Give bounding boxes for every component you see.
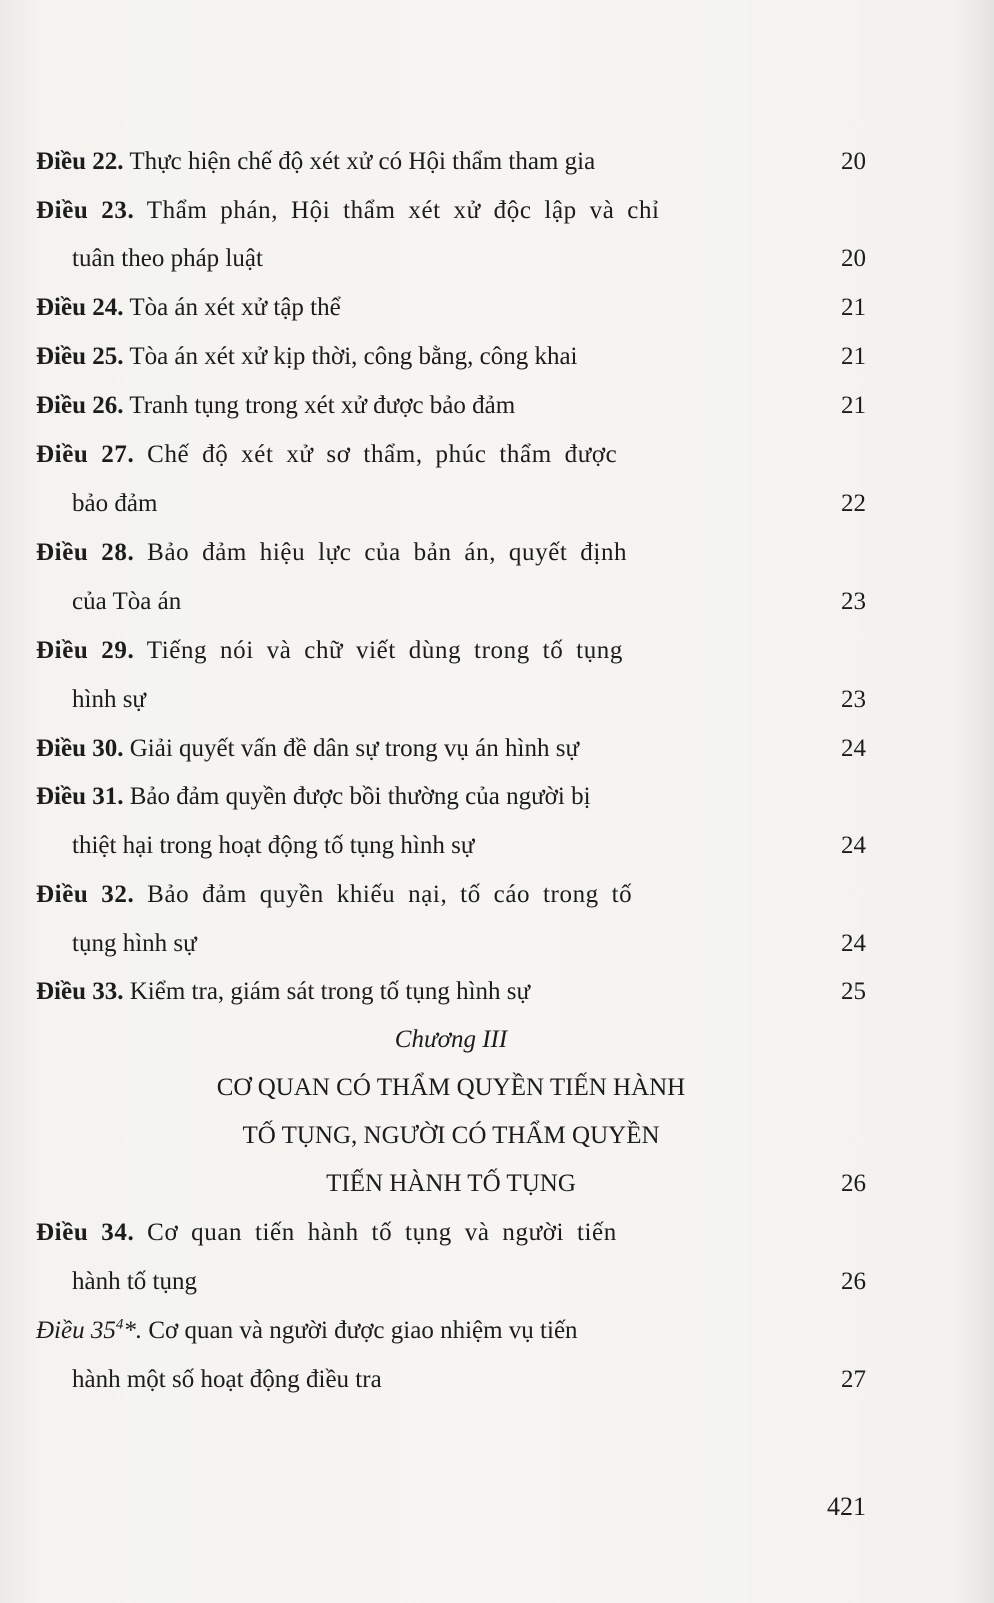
toc-entry-article-22 <box>36 142 866 182</box>
toc-entry-article-24 <box>36 288 866 328</box>
article-title: Kiểm tra, giám sát trong tố tụng hình sự <box>129 978 531 1005</box>
page-ref: 23 <box>841 588 866 615</box>
chapter-number: Chương III <box>394 1026 508 1053</box>
page-ref: 20 <box>841 245 866 272</box>
chapter-title-line: CƠ QUAN CÓ THẨM QUYỀN TIẾN HÀNH <box>216 1074 686 1101</box>
article-title: Cơ quan tiến hành tố tụng và người tiến <box>147 1219 617 1246</box>
article-label: Điều 24. <box>36 294 124 321</box>
article-title: Bảo đảm hiệu lực của bản án, quyết định <box>147 539 628 566</box>
page-ref: 24 <box>841 930 866 957</box>
page-ref: 21 <box>841 343 866 370</box>
toc-entry-article-29 <box>36 631 866 671</box>
page-number: 421 <box>827 1492 866 1521</box>
page-ref: 24 <box>841 735 866 762</box>
article-label: Điều 23. <box>36 197 135 224</box>
article-label: Điều 25. <box>36 343 124 370</box>
chapter-title-line: TỐ TỤNG, NGƯỜI CÓ THẨM QUYỀN <box>242 1122 660 1149</box>
article-label: Điều 26. <box>36 392 124 419</box>
article-title: Cơ quan và người được giao nhiệm vụ tiến <box>148 1317 578 1344</box>
page-ref: 26 <box>841 1268 866 1295</box>
article-title: Bảo đảm quyền khiếu nại, tố cáo trong tố <box>147 881 633 908</box>
article-title: Tiếng nói và chữ viết dùng trong tố tụng <box>146 637 623 664</box>
article-title: Giải quyết vấn đề dân sự trong vụ án hình sự <box>129 735 579 762</box>
article-title: tụng hình sự <box>72 930 197 957</box>
article-title: Tòa án xét xử kịp thời, công bằng, công khai <box>129 343 578 370</box>
page-ref: 24 <box>841 832 866 859</box>
toc-entry-continuation <box>72 1360 866 1400</box>
article-title: Thẩm phán, Hội thẩm xét xử độc lập và chỉ <box>146 197 660 224</box>
article-title: tuân theo pháp luật <box>72 245 263 272</box>
article-label: Điều 33. <box>36 978 124 1005</box>
toc-entry-article-35 <box>36 1311 866 1351</box>
article-title: Tranh tụng trong xét xử được bảo đảm <box>129 392 516 419</box>
article-label: Điều 29. <box>36 637 135 664</box>
article-title: bảo đảm <box>72 490 158 517</box>
toc-entry-article-27 <box>36 435 866 475</box>
toc-entry-continuation <box>72 1262 866 1302</box>
toc-entry-article-34 <box>36 1213 866 1253</box>
toc-entry-article-32 <box>36 875 866 915</box>
toc-entry-article-23 <box>36 191 866 231</box>
page-ref: 22 <box>841 490 866 517</box>
article-label: Điều 27. <box>36 441 135 468</box>
article-label: Điều $35^4*$. <box>36 1316 143 1344</box>
article-label: Điều 28. <box>36 539 135 566</box>
toc-entry-continuation <box>72 582 866 622</box>
article-title: hành một số hoạt động điều tra <box>72 1366 382 1393</box>
page-ref: 26 <box>841 1170 866 1197</box>
article-title: hành tố tụng <box>72 1268 197 1295</box>
toc-entry-article-28 <box>36 533 866 573</box>
article-title: thiệt hại trong hoạt động tố tụng hình sự <box>72 832 475 859</box>
page-ref: 21 <box>841 392 866 419</box>
article-title: của Tòa án <box>72 588 182 615</box>
article-label: Điều 31. <box>36 783 124 810</box>
page-ref: 21 <box>841 294 866 321</box>
article-title: Tòa án xét xử tập thể <box>129 294 341 321</box>
page-ref: 20 <box>841 148 866 175</box>
toc-entry-article-30 <box>36 729 866 769</box>
article-label: Điều 32. <box>36 881 135 908</box>
toc-entry-continuation <box>72 239 866 279</box>
toc-entry-continuation <box>72 924 866 964</box>
chapter-title-line: TIẾN HÀNH TỐ TỤNG 26 <box>36 1164 866 1204</box>
article-title: Chế độ xét xử sơ thẩm, phúc thẩm được <box>147 441 618 468</box>
article-label: Điều 34. <box>36 1219 135 1246</box>
toc-entry-article-31 <box>36 777 866 817</box>
toc-entry-continuation <box>72 680 866 720</box>
toc-entry-continuation <box>72 484 866 524</box>
toc-entry-article-25 <box>36 337 866 377</box>
page-ref: 25 <box>841 978 866 1005</box>
toc-entry-article-26 <box>36 386 866 426</box>
toc-entry-continuation <box>72 826 866 866</box>
footnote-ref: 4 <box>115 1316 124 1333</box>
article-label: Điều 30. <box>36 735 124 762</box>
toc-entry-article-33 <box>36 972 866 1012</box>
article-label: Điều 22. <box>36 148 124 175</box>
article-title: hình sự <box>72 686 146 713</box>
page-ref: 27 <box>841 1366 866 1393</box>
article-title: Thực hiện chế độ xét xử có Hội thẩm tham gia <box>129 148 596 175</box>
page-ref: 23 <box>841 686 866 713</box>
article-title: Bảo đảm quyền được bồi thường của người bị <box>129 783 591 810</box>
